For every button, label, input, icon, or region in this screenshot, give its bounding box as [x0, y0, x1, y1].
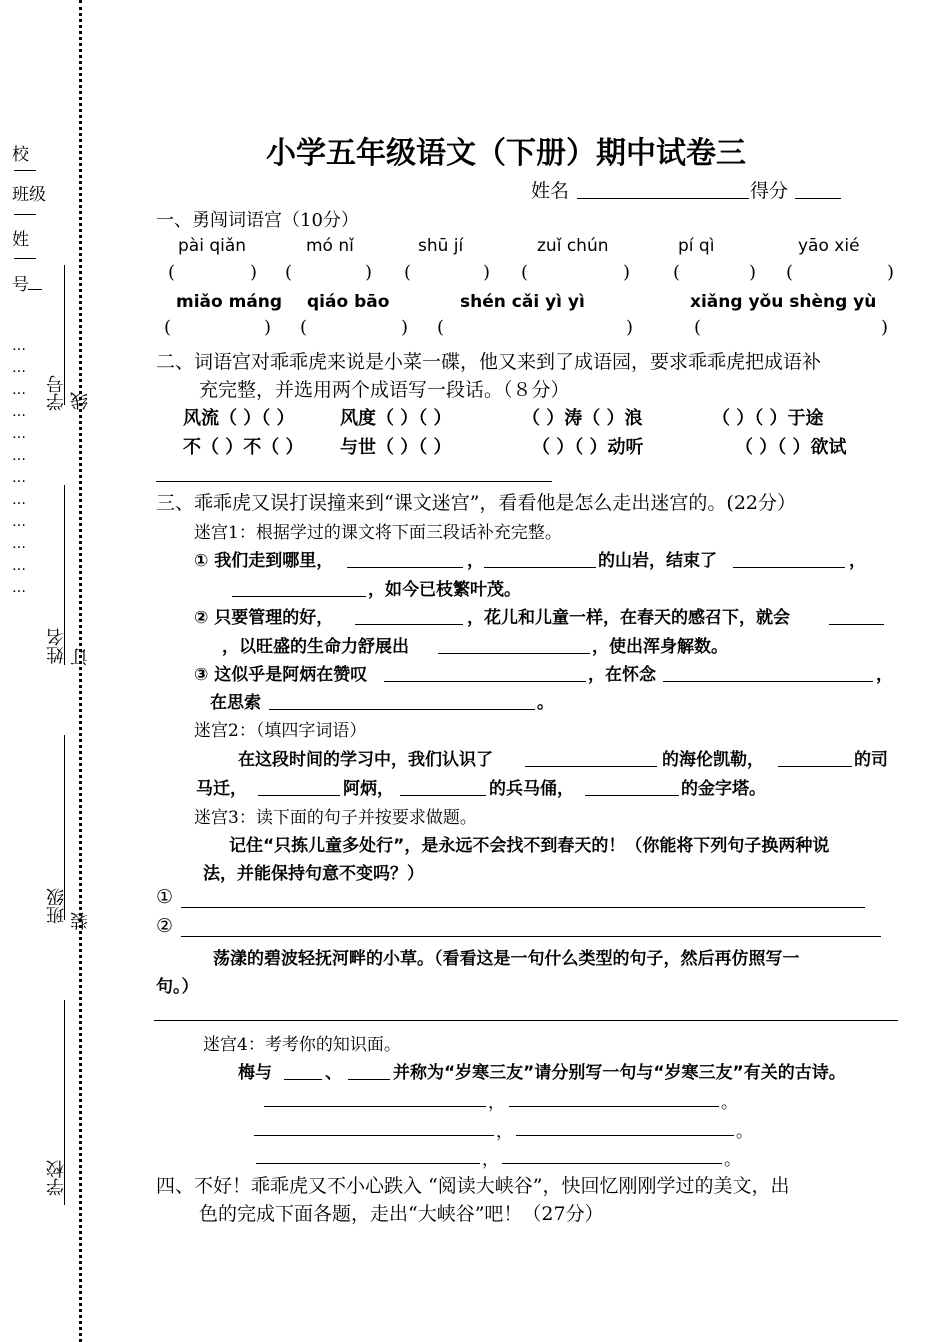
- pinyin-item: miǎo máng: [176, 292, 283, 312]
- maze-3-question: 句。）: [156, 977, 199, 997]
- name-label: 姓名: [531, 180, 570, 202]
- answer-paren-left: (: [673, 262, 681, 283]
- answer-line-1[interactable]: [181, 907, 865, 908]
- margin-fragment-school: 校: [12, 145, 29, 165]
- maze-1-text: ① 我们走到哪里，: [194, 551, 334, 571]
- answer-paren-left: (: [521, 262, 529, 283]
- maze-2-text: 的海伦凯勒，: [662, 750, 764, 770]
- answer-paren-right: ): [623, 262, 631, 283]
- fill-blank[interactable]: [384, 681, 586, 682]
- score-field[interactable]: [795, 198, 841, 199]
- maze-1-text: ，如今已枝繁叶茂。: [368, 580, 521, 600]
- fill-blank[interactable]: [484, 567, 596, 568]
- answer-line-2[interactable]: [181, 936, 881, 937]
- idiom-blank: 风流（ ）（ ）: [183, 408, 295, 429]
- fill-blank[interactable]: [348, 1079, 390, 1080]
- margin-dots: …: [12, 558, 27, 574]
- fill-blank[interactable]: [438, 653, 590, 654]
- section-3-heading: 三、乖乖虎又误打误撞来到“课文迷宫”，看看他是怎么走出迷宫的。(22分）: [156, 492, 797, 514]
- idiom-blank: （ ）（ ）欲试: [735, 437, 847, 458]
- maze-1-text: 。: [537, 693, 554, 713]
- maze-4-question: 梅与: [238, 1063, 272, 1083]
- maze-1-text: 的山岩，结束了: [598, 551, 717, 571]
- fill-blank[interactable]: [232, 596, 366, 597]
- maze-1-text: ③ 这似乎是阿炳在赞叹: [194, 665, 368, 685]
- section-2-heading-line2: 充完整，并选用两个成语写一段话。（８分）: [199, 379, 570, 401]
- punctuation: ，: [496, 1122, 513, 1142]
- fill-blank[interactable]: [269, 709, 535, 710]
- maze-1-text: ，花儿和儿童一样，在春天的感召下，就会: [467, 608, 790, 628]
- maze-2-text: 阿炳，: [343, 779, 394, 799]
- answer-paren-right: ): [626, 317, 634, 338]
- idiom-blank: 与世（ ）（ ）: [340, 437, 452, 458]
- fill-blank[interactable]: [400, 795, 486, 796]
- maze-1-text: ，以旺盛的生命力舒展出: [222, 637, 409, 657]
- margin-rule: [28, 289, 42, 290]
- pinyin-item: mó nǐ: [306, 236, 354, 256]
- punctuation: ，: [488, 1093, 505, 1113]
- maze-1-title: 迷宫1：根据学过的课文将下面三段话补充完整。: [194, 523, 562, 543]
- answer-paren-left: (: [694, 317, 702, 338]
- fill-blank[interactable]: [663, 681, 873, 682]
- maze-1-text: ，: [467, 551, 484, 571]
- margin-dots: …: [12, 360, 27, 376]
- punctuation: 。: [721, 1093, 738, 1113]
- margin-fragment-number: 号: [12, 275, 29, 295]
- margin-label-banji: 班级: [46, 888, 67, 924]
- fill-blank[interactable]: [347, 567, 463, 568]
- maze-1-text: ，: [849, 551, 866, 571]
- answer-paren-left: (: [168, 262, 176, 283]
- poem-answer-line[interactable]: [254, 1135, 494, 1136]
- answer-line-3[interactable]: [154, 1020, 898, 1021]
- maze-1-text: 在思索: [210, 693, 261, 713]
- margin-dots: …: [12, 382, 27, 398]
- margin-label-xingming: 姓名: [46, 628, 67, 664]
- fill-blank[interactable]: [284, 1079, 322, 1080]
- answer-paren-right: ): [250, 262, 258, 283]
- paragraph-answer-line[interactable]: [156, 481, 552, 482]
- maze-2-text: 的金字塔。: [681, 779, 766, 799]
- maze-2-text: 的兵马俑，: [489, 779, 574, 799]
- maze-3-question: 法，并能保持句意不变吗？）: [203, 864, 424, 884]
- pinyin-item: shū jí: [418, 236, 464, 256]
- poem-answer-line[interactable]: [264, 1106, 486, 1107]
- maze-3-title: 迷宫3：读下面的句子并按要求做题。: [194, 808, 477, 828]
- margin-label-xuexiao: 学校: [46, 1160, 67, 1196]
- fill-blank[interactable]: [733, 567, 845, 568]
- answer-paren-right: ): [483, 262, 491, 283]
- fill-blank[interactable]: [778, 766, 852, 767]
- fill-blank[interactable]: [258, 795, 340, 796]
- poem-answer-line[interactable]: [509, 1106, 719, 1107]
- answer-paren-left: (: [285, 262, 293, 283]
- maze-1-text: ，在怀念: [588, 665, 656, 685]
- maze-1-text: ② 只要管理的好，: [194, 608, 334, 628]
- margin-label-xuehao: 学号: [46, 375, 67, 411]
- margin-dots: …: [12, 426, 27, 442]
- punctuation: ，: [482, 1150, 499, 1170]
- margin-label-xian: 线: [70, 392, 91, 410]
- score-label: 得分: [750, 180, 789, 202]
- answer-paren-left: (: [437, 317, 445, 338]
- pinyin-item: pài qiǎn: [178, 236, 247, 256]
- fill-blank[interactable]: [355, 624, 463, 625]
- fill-blank[interactable]: [829, 624, 884, 625]
- margin-rule: [14, 170, 36, 171]
- answer-paren-left: (: [786, 262, 794, 283]
- margin-label-ding: 订: [70, 648, 91, 666]
- maze-1-text: ，: [876, 665, 893, 685]
- margin-dots: …: [12, 536, 27, 552]
- maze-2-title: 迷宫2：（填四字词语）: [194, 721, 367, 741]
- margin-label-zhuang: 装: [70, 912, 91, 930]
- idiom-blank: （ ）（ ）于途: [712, 408, 824, 429]
- maze-3-question: 荡漾的碧波轻抚河畔的小草。（看看这是一句什么类型的句子，然后再仿照写一: [213, 949, 800, 969]
- answer-number-2: ②: [156, 915, 174, 937]
- poem-answer-line[interactable]: [256, 1163, 480, 1164]
- answer-paren-left: (: [404, 262, 412, 283]
- margin-rule: [14, 214, 36, 215]
- fill-blank[interactable]: [585, 795, 679, 796]
- margin-dots: …: [12, 338, 27, 354]
- page-title: 小学五年级语文（下册）期中试卷三: [266, 136, 746, 171]
- margin-dots: …: [12, 580, 27, 596]
- margin-dots: …: [12, 514, 27, 530]
- answer-paren-right: ): [749, 262, 757, 283]
- answer-paren-right: ): [365, 262, 373, 283]
- pinyin-item: xiǎng yǒu shèng yù: [690, 292, 877, 312]
- answer-paren-left: (: [164, 317, 172, 338]
- maze-2-text: 马迁，: [196, 779, 247, 799]
- margin-dots: …: [12, 448, 27, 464]
- answer-paren-right: ): [264, 317, 272, 338]
- margin-dots: …: [12, 404, 27, 420]
- binding-dotted-line: [79, 0, 82, 1342]
- maze-1-text: ，使出浑身解数。: [592, 637, 728, 657]
- maze-4-title: 迷宫4：考考你的知识面。: [203, 1035, 401, 1055]
- pinyin-item: shén cǎi yì yì: [460, 292, 585, 312]
- maze-4-question: 并称为“岁寒三友”请分别写一句与“岁寒三友”有关的古诗。: [393, 1063, 846, 1083]
- margin-fragment-class: 班级: [12, 185, 46, 205]
- punctuation: 。: [724, 1150, 741, 1170]
- answer-paren-left: (: [300, 317, 308, 338]
- maze-2-text: 的司: [854, 750, 888, 770]
- maze-2-text: 在这段时间的学习中，我们认识了: [238, 750, 493, 770]
- section-2-heading-line1: 二、词语宫对乖乖虎来说是小菜一碟，他又来到了成语园，要求乖乖虎把成语补: [156, 351, 822, 373]
- answer-paren-right: ): [881, 317, 889, 338]
- margin-dots: …: [12, 470, 27, 486]
- answer-paren-right: ): [887, 262, 895, 283]
- margin-rule: [14, 258, 36, 259]
- punctuation: 。: [736, 1122, 753, 1142]
- idiom-blank: 不（ ）不（ ）: [183, 437, 304, 458]
- margin-dots: …: [12, 492, 27, 508]
- fill-blank[interactable]: [525, 766, 657, 767]
- pinyin-item: yāo xié: [798, 236, 860, 256]
- answer-paren-right: ): [401, 317, 409, 338]
- poem-answer-line[interactable]: [516, 1135, 734, 1136]
- pinyin-item: pí qì: [678, 236, 715, 256]
- idiom-blank: （ ）（ ）动听: [532, 437, 644, 458]
- answer-number-1: ①: [156, 886, 174, 908]
- poem-answer-line[interactable]: [502, 1163, 722, 1164]
- maze-4-question: 、: [325, 1063, 342, 1083]
- section-4-heading-line2: 色的完成下面各题，走出“大峡谷”吧！（27分）: [199, 1203, 604, 1225]
- margin-fragment-name: 姓: [12, 230, 29, 250]
- pinyin-item: qiáo bāo: [307, 292, 390, 312]
- name-field[interactable]: [577, 198, 749, 199]
- idiom-blank: 风度（ ）（ ）: [340, 408, 452, 429]
- pinyin-item: zuǐ chún: [537, 236, 609, 256]
- section-1-heading: 一、勇闯词语宫（10分）: [156, 210, 359, 231]
- idiom-blank: （ ）涛（ ）浪: [522, 408, 643, 429]
- maze-3-question: 记住“只拣儿童多处行”，是永远不会找不到春天的！（你能将下列句子换两种说: [229, 836, 830, 856]
- section-4-heading-line1: 四、不好！乖乖虎又不小心跌入 “阅读大峡谷”，快回忆刚刚学过的美文，出: [156, 1175, 790, 1197]
